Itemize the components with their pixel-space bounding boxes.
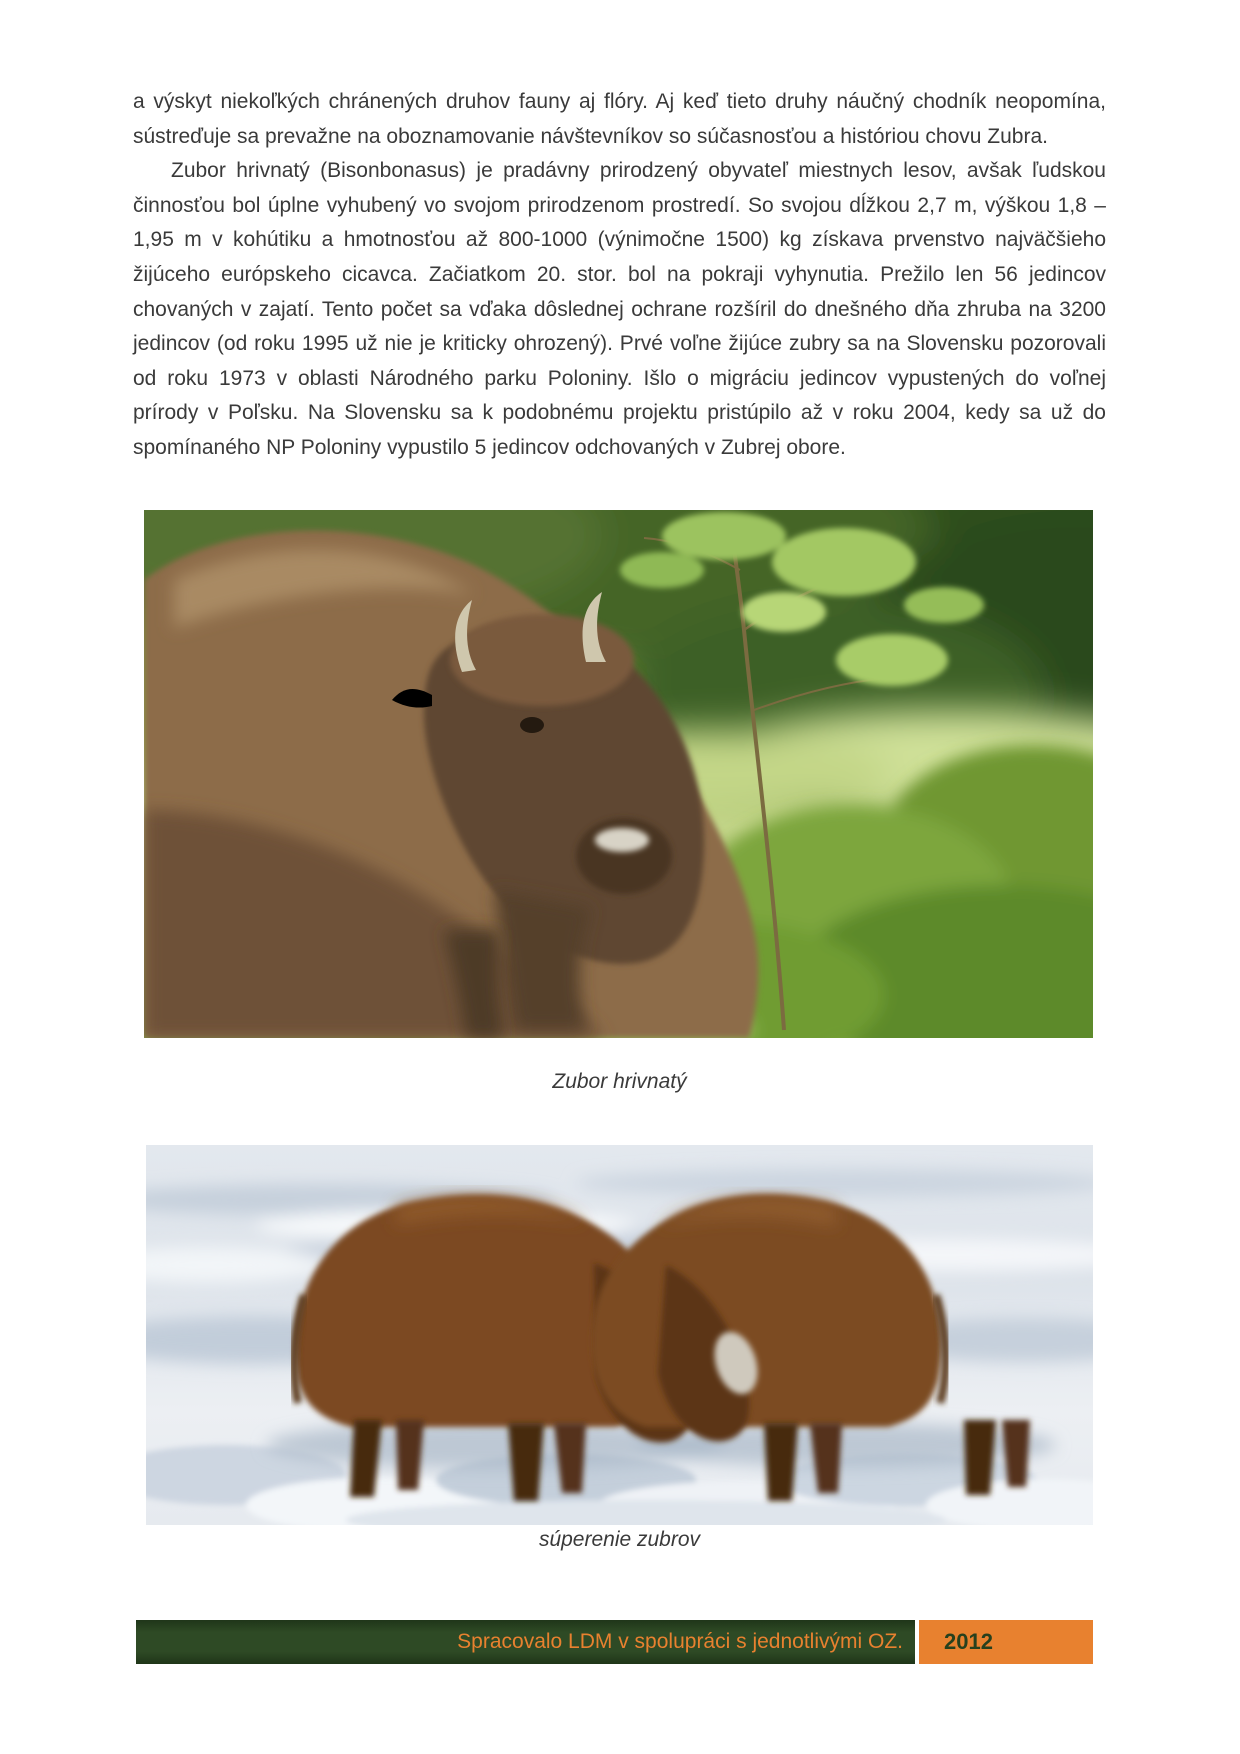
paragraph-intro: a výskyt niekoľkých chránených druhov fauny aj flóry. Aj keď tieto druhy náučný chodník neopomína, sústreďuje sa prevažne na oboznamovanie návštevníkov so súčasnosťou a históriou chovu Zubra. bbox=[133, 90, 1106, 148]
footer-credit: Spracovalo LDM v spolupráci s jednotlivými OZ. bbox=[457, 1630, 903, 1653]
bison-meadow-illustration bbox=[144, 510, 1093, 1038]
bison-snow-illustration bbox=[146, 1145, 1093, 1525]
footer-year: 2012 bbox=[944, 1629, 993, 1654]
photo-bison-portrait bbox=[144, 510, 1093, 1038]
caption-bison-portrait: Zubor hrivnatý bbox=[552, 1070, 687, 1093]
paragraph-bison: Zubor hrivnatý (Bisonbonasus) je pradávny prirodzený obyvateľ miestnych lesov, avšak ľudskou činnosťou bol úplne vyhubený vo svojom prirodzenom prostredí. So svojou dĺžkou 2,7 m, výškou 1,8 – 1,95 m v kohútiku a hmotnosťou až 800-1000 (výnimočne 1500) kg získava prvenstvo najväčšieho žijúceho európskeho cicavca. Začiatkom 20. stor. bol na pokraji vyhynutia. Prežilo len 56 jedincov chovaných v zajatí. Tento počet sa vďaka dôslednej ochrane rozšíril do dnešného dňa zhruba na 3200 jedincov (od roku 1995 už nie je kriticky ohrozený). Prvé voľne žijúce zubry sa na Slovensku pozorovali od roku 1973 v oblasti Národného parku Poloniny. Išlo o migráciu jedincov vypustených do voľnej prírody v Poľsku. Na Slovensku sa k podobnému projektu pristúpilo až v roku 2004, kedy sa už do spomínaného NP Poloniny vypustilo 5 jedincov odchovaných v Zubrej obore. bbox=[133, 159, 1106, 459]
body-text bbox=[133, 85, 1106, 466]
footer-year-badge bbox=[919, 1620, 1093, 1664]
footer-bar bbox=[136, 1620, 915, 1664]
photo-bison-sparring bbox=[146, 1145, 1093, 1525]
caption-bison-sparring: súperenie zubrov bbox=[538, 1528, 701, 1551]
